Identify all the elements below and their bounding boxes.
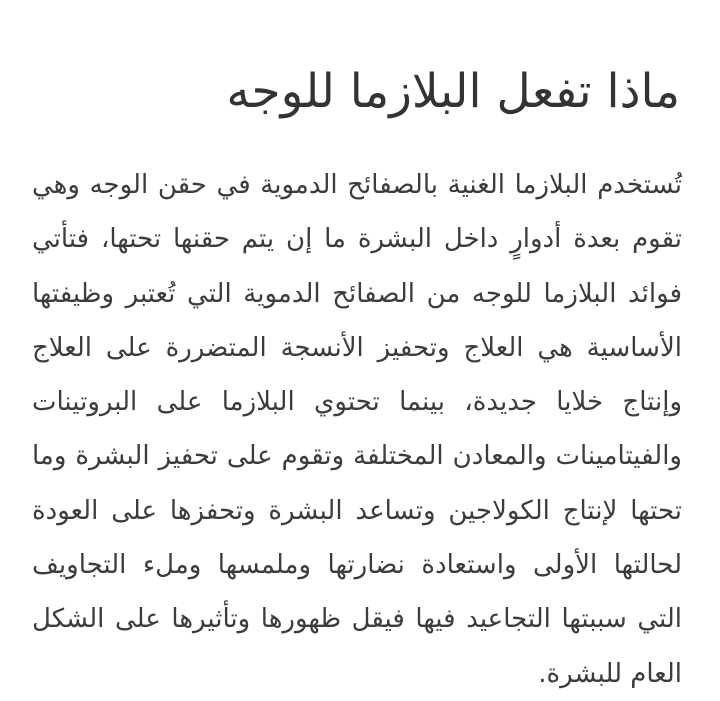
body-line-9: التي سببتها التجاعيد فيها فيقل ظهورها وتأثيرها على الشكل [32, 604, 682, 635]
body-line-5: وإنتاج خلايا جديدة، بينما تحتوي البلازما على البروتينات [32, 387, 682, 418]
body-line-7: تحتها لإنتاج الكولاجين وتساعد البشرة وتحفزها على العودة [32, 495, 682, 526]
body-line-8: لحالتها الأولى واستعادة نضارتها وملمسها وملء التجاويف [32, 550, 682, 581]
body-line-1: تُستخدم البلازما الغنية بالصفائح الدموية في حقن الوجه وهي [32, 170, 682, 200]
article-title: ماذا تفعل البلازما للوجه [226, 64, 680, 119]
body-line-3: فوائد البلازما للوجه من الصفائح الدموية التي تُعتبر وظيفتها [32, 278, 682, 309]
body-line-6: والفيتامينات والمعادن المختلفة وتقوم على تحفيز البشرة وما [32, 441, 682, 472]
body-line-4: الأساسية هي العلاج وتحفيز الأنسجة المتضررة على العلاج [32, 332, 682, 363]
body-line-2: تقوم بعدة أدوارٍ داخل البشرة ما إن يتم حقنها تحتها، فتأتي [32, 224, 682, 255]
article-body [32, 158, 682, 701]
body-line-10: العام للبشرة. [538, 658, 682, 689]
